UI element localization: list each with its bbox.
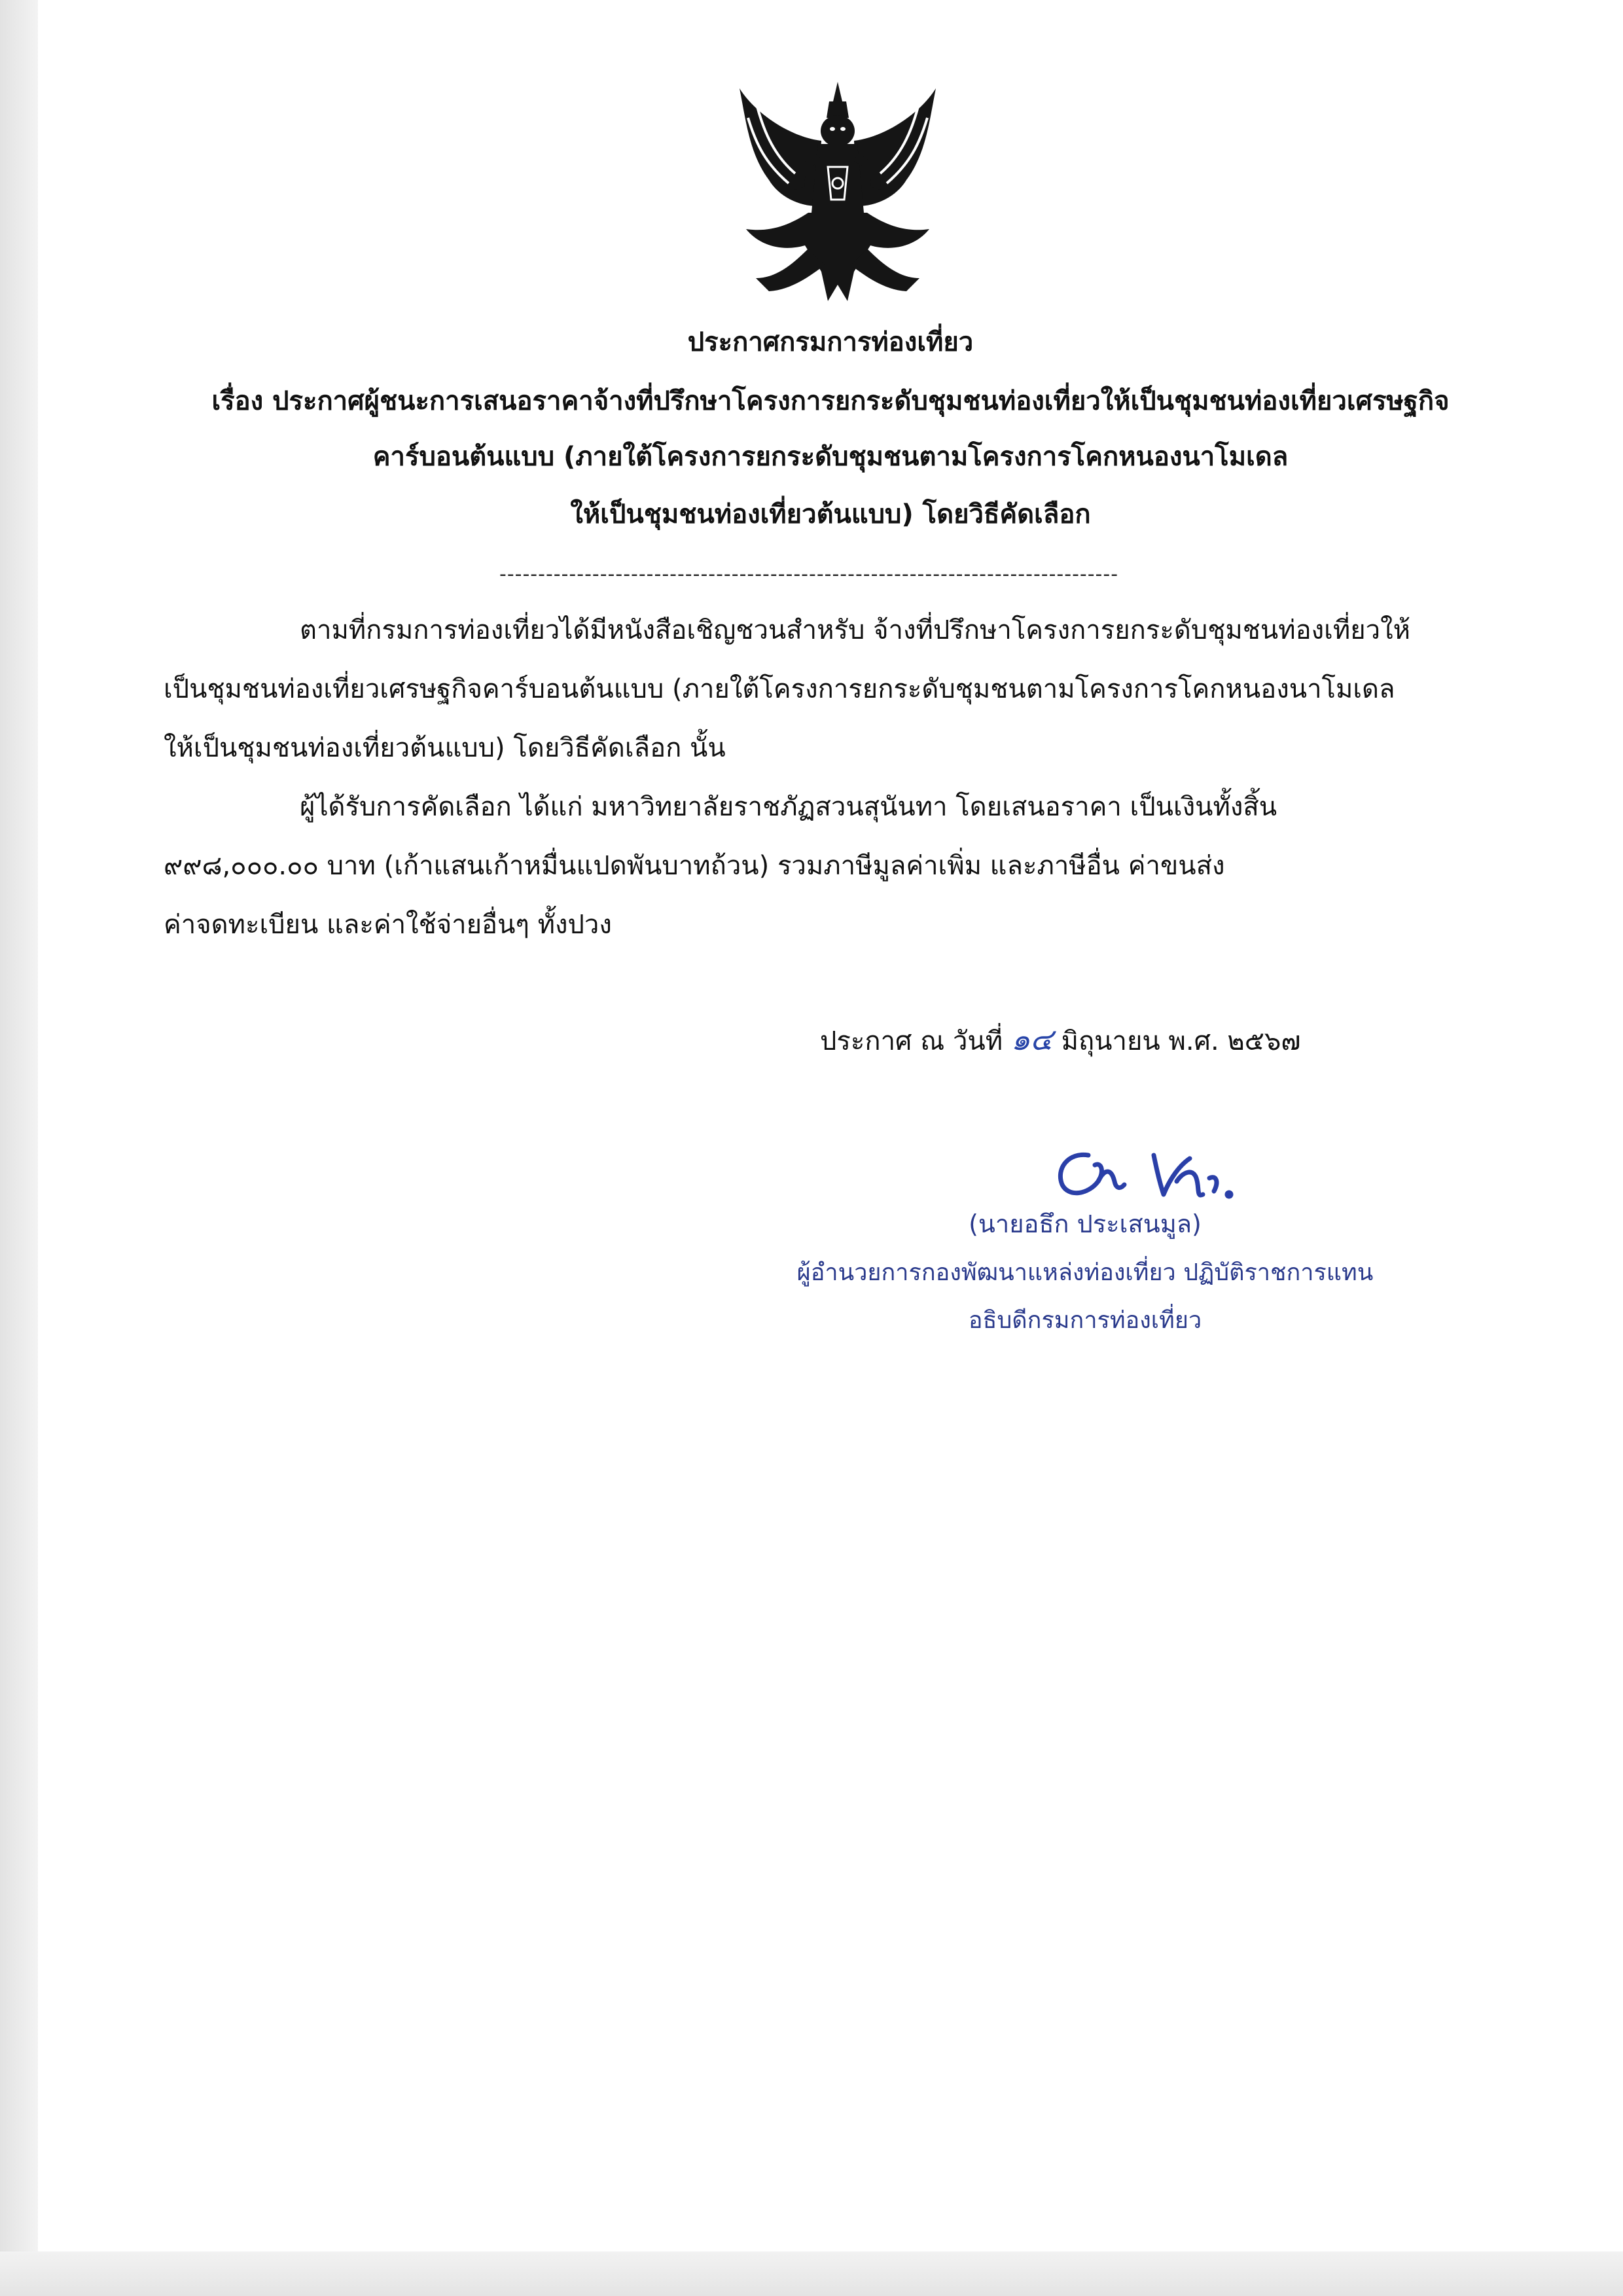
paragraph-2-line-1: ผู้ได้รับการคัดเลือก ได้แก่ มหาวิทยาลัยราชภัฏสวนสุนันทา โดยเสนอราคา เป็นเงินทั้งสิ้น: [300, 792, 1277, 822]
signatory-position-line-2: อธิบดีกรมการท่องเที่ยว: [968, 1307, 1202, 1334]
separator-line: --------------------------------------------------------------------------------: [499, 563, 1119, 586]
date-day-handwritten: ๑๔: [1010, 1022, 1053, 1057]
scan-margin-left: [0, 0, 38, 2296]
paragraph-1-line-3: ให้เป็นชุมชนท่องเที่ยวต้นแบบ) โดยวิธีคัดเลือก นั้น: [164, 733, 726, 763]
garuda-emblem-icon: [730, 82, 946, 304]
date-prefix: ประกาศ ณ วันที่: [820, 1026, 1003, 1056]
signatory-name: (นายอธึก ประเสนมูล): [969, 1210, 1202, 1238]
handwritten-signature: [1043, 1132, 1258, 1211]
date-month-year: มิถุนายน พ.ศ. ๒๕๖๗: [1061, 1026, 1301, 1056]
scan-margin-bottom: [0, 2251, 1623, 2296]
announcement-date: [820, 1021, 1301, 1060]
paragraph-1-line-1: ตามที่กรมการท่องเที่ยวได้มีหนังสือเชิญชวนสำหรับ จ้างที่ปรึกษาโครงการยกระดับชุมชนท่องเที่ยวให้: [300, 615, 1410, 645]
paragraph-1-line-2: เป็นชุมชนท่องเที่ยวเศรษฐกิจคาร์บอนต้นแบบ (ภายใต้โครงการยกระดับชุมชนตามโครงการโคกหนองนาโมเดล: [164, 674, 1395, 704]
document-page: [38, 0, 1623, 2251]
signatory-position-line-1: ผู้อำนวยการกองพัฒนาแหล่งท่องเที่ยว ปฏิบัติราชการแทน: [796, 1259, 1374, 1286]
paragraph-2-line-3: ค่าจดทะเบียน และค่าใช้จ่ายอื่นๆ ทั้งปวง: [164, 910, 612, 940]
subject-line-3: ให้เป็นชุมชนท่องเที่ยวต้นแบบ) โดยวิธีคัดเลือก: [570, 499, 1091, 529]
subject-line-2: คาร์บอนต้นแบบ (ภายใต้โครงการยกระดับชุมชนตามโครงการโคกหนองนาโมเดล: [372, 442, 1289, 472]
paragraph-2-line-2: ๙๙๘,๐๐๐.๐๐ บาท (เก้าแสนเก้าหมื่นแปดพันบาทถ้วน) รวมภาษีมูลค่าเพิ่ม และภาษีอื่น ค่าขนส่ง: [164, 851, 1225, 881]
announcement-title: ประกาศกรมการท่องเที่ยว: [687, 327, 974, 357]
subject-line-1: เรื่อง ประกาศผู้ชนะการเสนอราคาจ้างที่ปรึกษาโครงการยกระดับชุมชนท่องเที่ยวให้เป็นชุมชนท่องเที่ยวเศรษฐกิจ: [211, 386, 1450, 416]
